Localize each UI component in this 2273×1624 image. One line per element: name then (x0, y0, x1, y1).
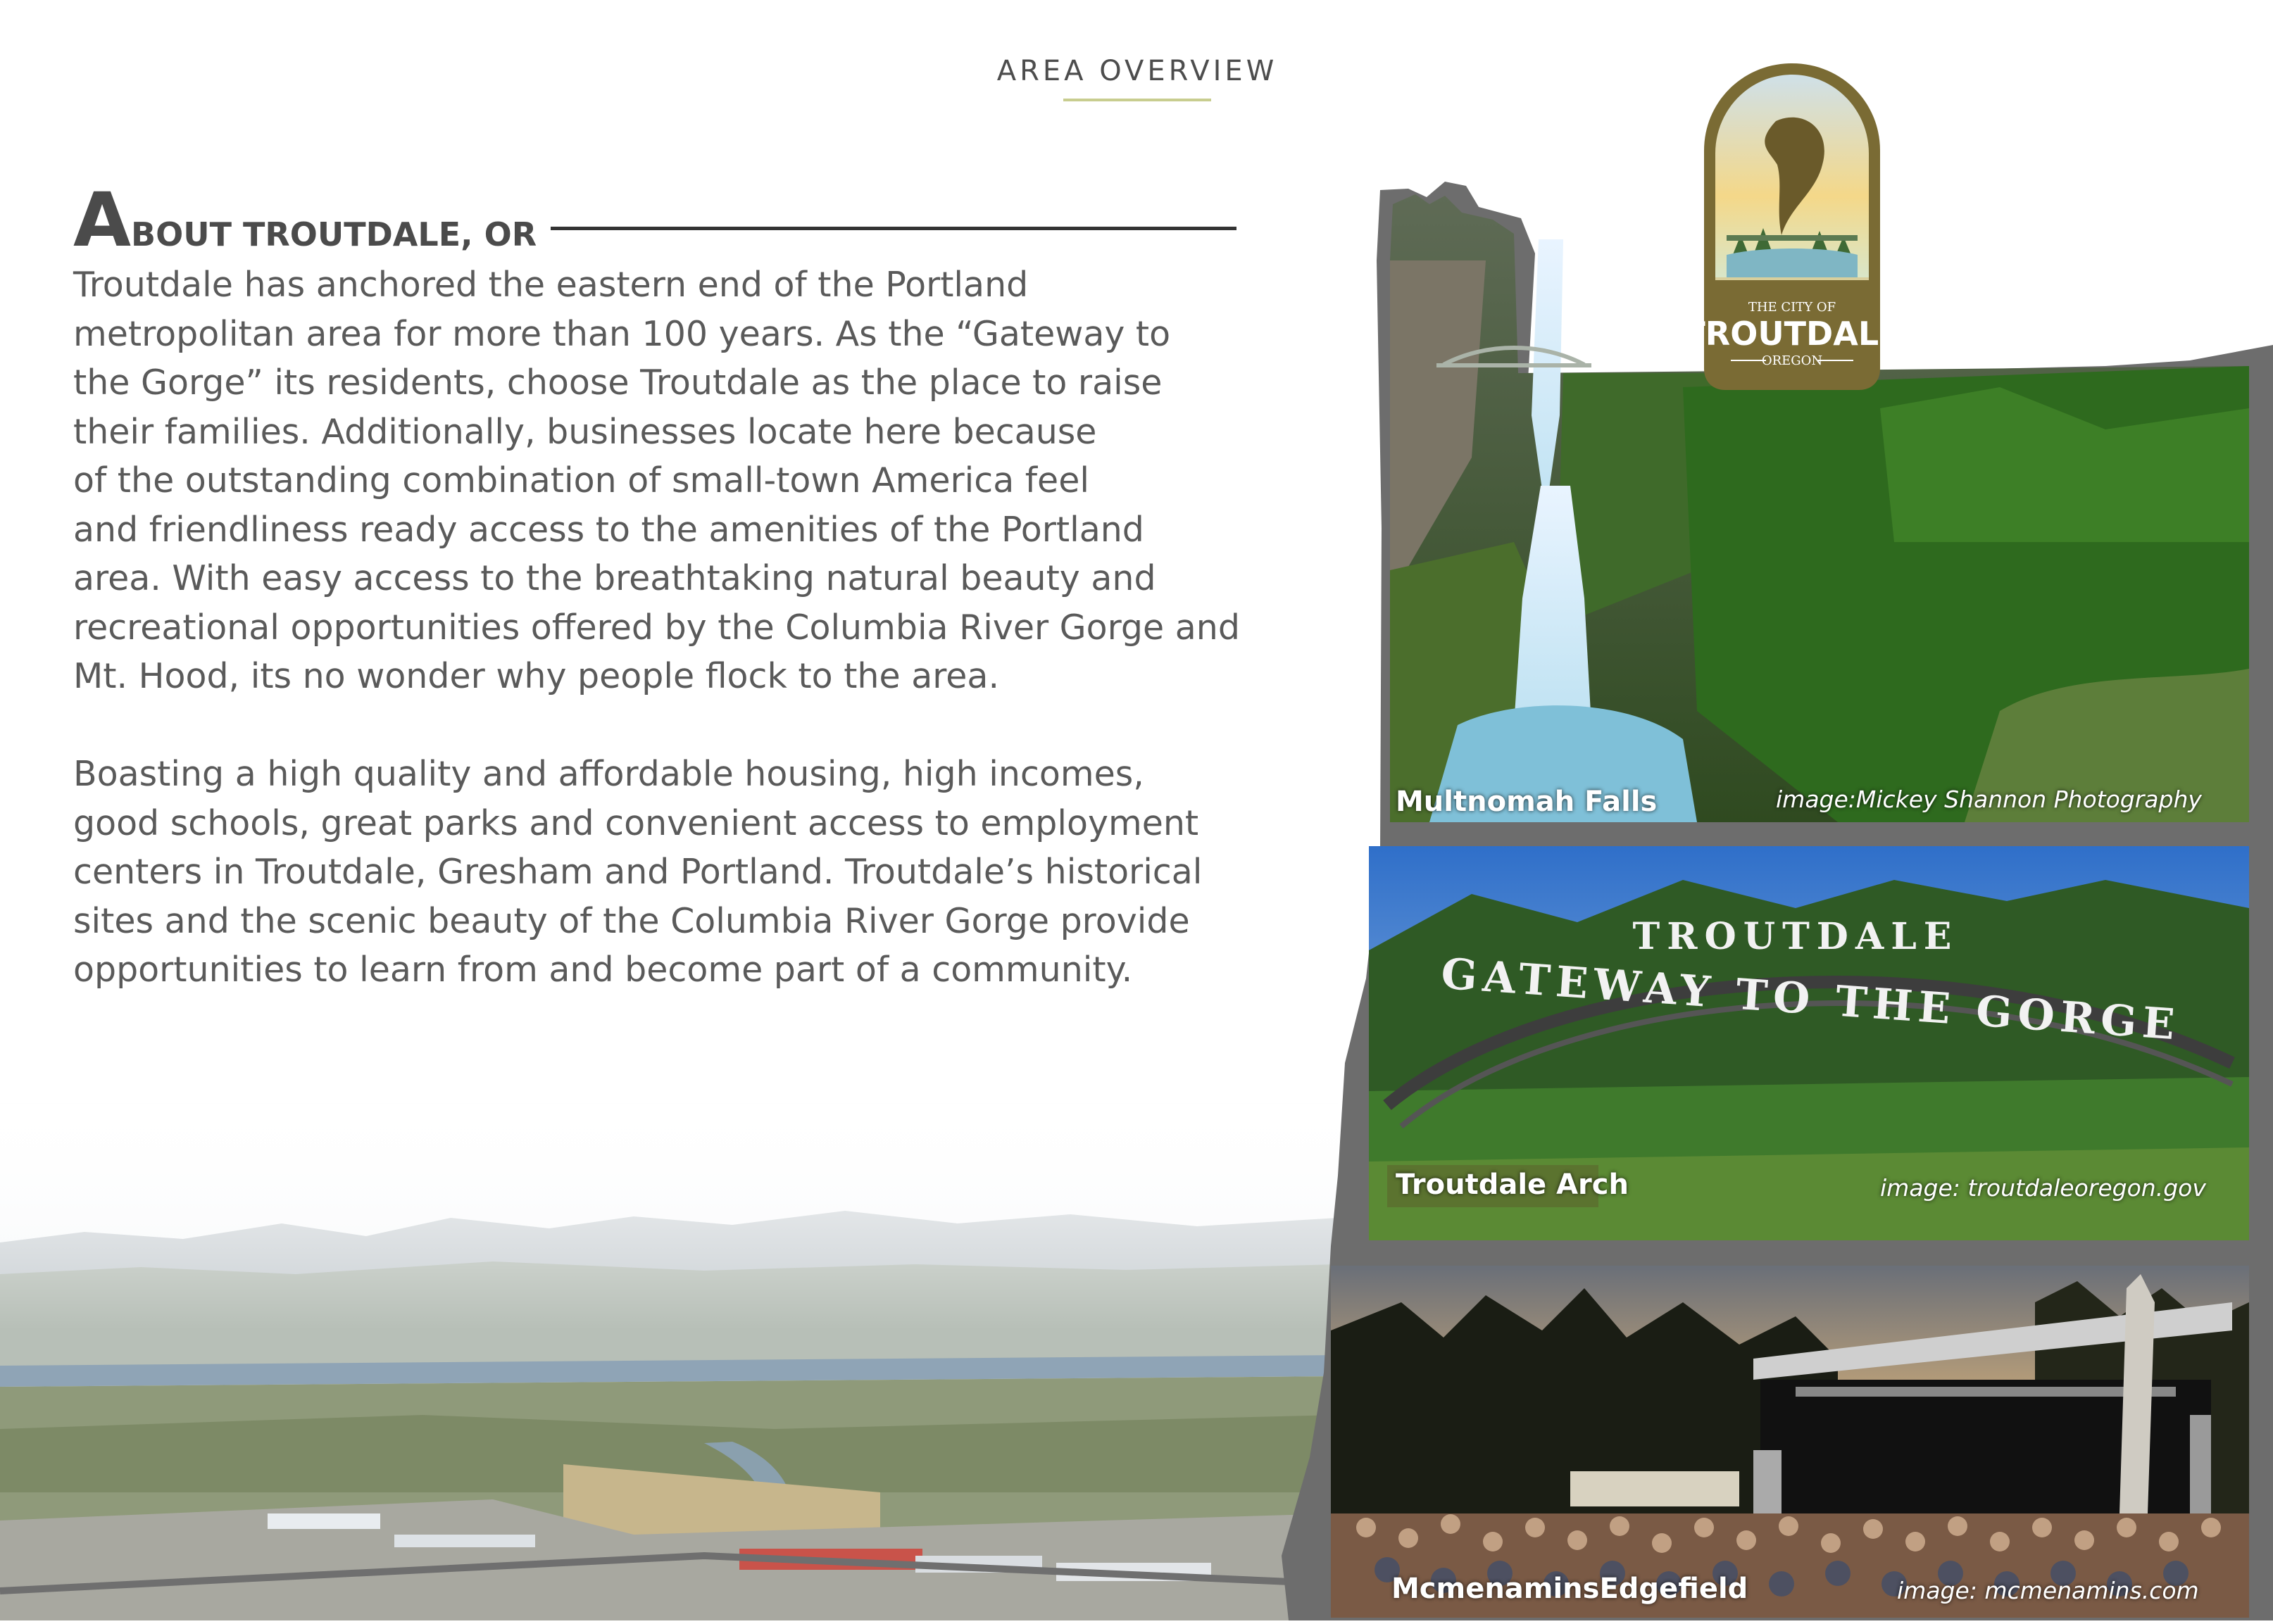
section-header-label: AREA OVERVIEW (996, 55, 1278, 87)
credit-mcmenamins-edgefield: image: mcmenamins.com (1897, 1577, 2199, 1604)
credit-troutdale-arch: image: troutdaleoregon.gov (1880, 1174, 2206, 1202)
text-line: and friendliness ready access to the amenities of the Portland (73, 509, 1144, 550)
title-rule (551, 227, 1236, 230)
text-line: Mt. Hood, its no wonder why people flock to the area. (73, 656, 1000, 696)
paragraph-benefits (73, 750, 1263, 995)
logo-line2: TROUTDALE (1683, 315, 1901, 353)
text-line: good schools, great parks and convenient access to employment (73, 802, 1199, 843)
credit-multnomah-falls: image:Mickey Shannon Photography (1776, 786, 2202, 813)
caption-troutdale-arch: Troutdale Arch (1396, 1169, 1629, 1201)
text-line: of the outstanding combination of small-town America feel (73, 460, 1089, 501)
logo-line1: THE CITY OF (1748, 300, 1836, 315)
text-line: centers in Troutdale, Gresham and Portland. Troutdale’s historical (73, 852, 1203, 892)
paragraph-intro (73, 260, 1263, 701)
photo-mcmenamins-edgefield (1331, 1266, 2249, 1618)
aerial-landscape-image (0, 1098, 1338, 1620)
caption-mcmenamins-edgefield: McmenaminsEdgefield (1391, 1573, 1748, 1605)
text-line: recreational opportunities offered by the Columbia River Gorge and (73, 607, 1240, 648)
text-line: opportunities to learn from and become part of a community. (73, 950, 1133, 990)
text-line: Boasting a high quality and affordable housing, high incomes, (73, 754, 1144, 794)
city-of-troutdale-logo (1683, 59, 1901, 394)
caption-multnomah-falls: Multnomah Falls (1396, 786, 1658, 818)
text-line: sites and the scenic beauty of the Columbia River Gorge provide (73, 900, 1190, 941)
header-underline (1063, 99, 1211, 101)
title-initial: A (73, 177, 132, 263)
text-line: area. With easy access to the breathtaking natural beauty and (73, 558, 1156, 598)
text-line: their families. Additionally, businesses locate here because (73, 411, 1097, 452)
logo-line3: OREGON (1761, 353, 1823, 368)
text-line: Troutdale has anchored the eastern end of the Portland (73, 265, 1029, 305)
arch-top-sign: TROUTDALE (1632, 915, 1959, 958)
text-line: the Gorge” its residents, choose Troutdale as the place to raise (73, 363, 1163, 403)
arch-bottom-sign: GATEWAY TO THE GORGE (1439, 949, 2182, 1050)
title-rest: BOUT TROUTDALE, OR (131, 215, 537, 253)
text-line: metropolitan area for more than 100 years. As the “Gateway to (73, 313, 1171, 354)
section-title (73, 177, 537, 263)
